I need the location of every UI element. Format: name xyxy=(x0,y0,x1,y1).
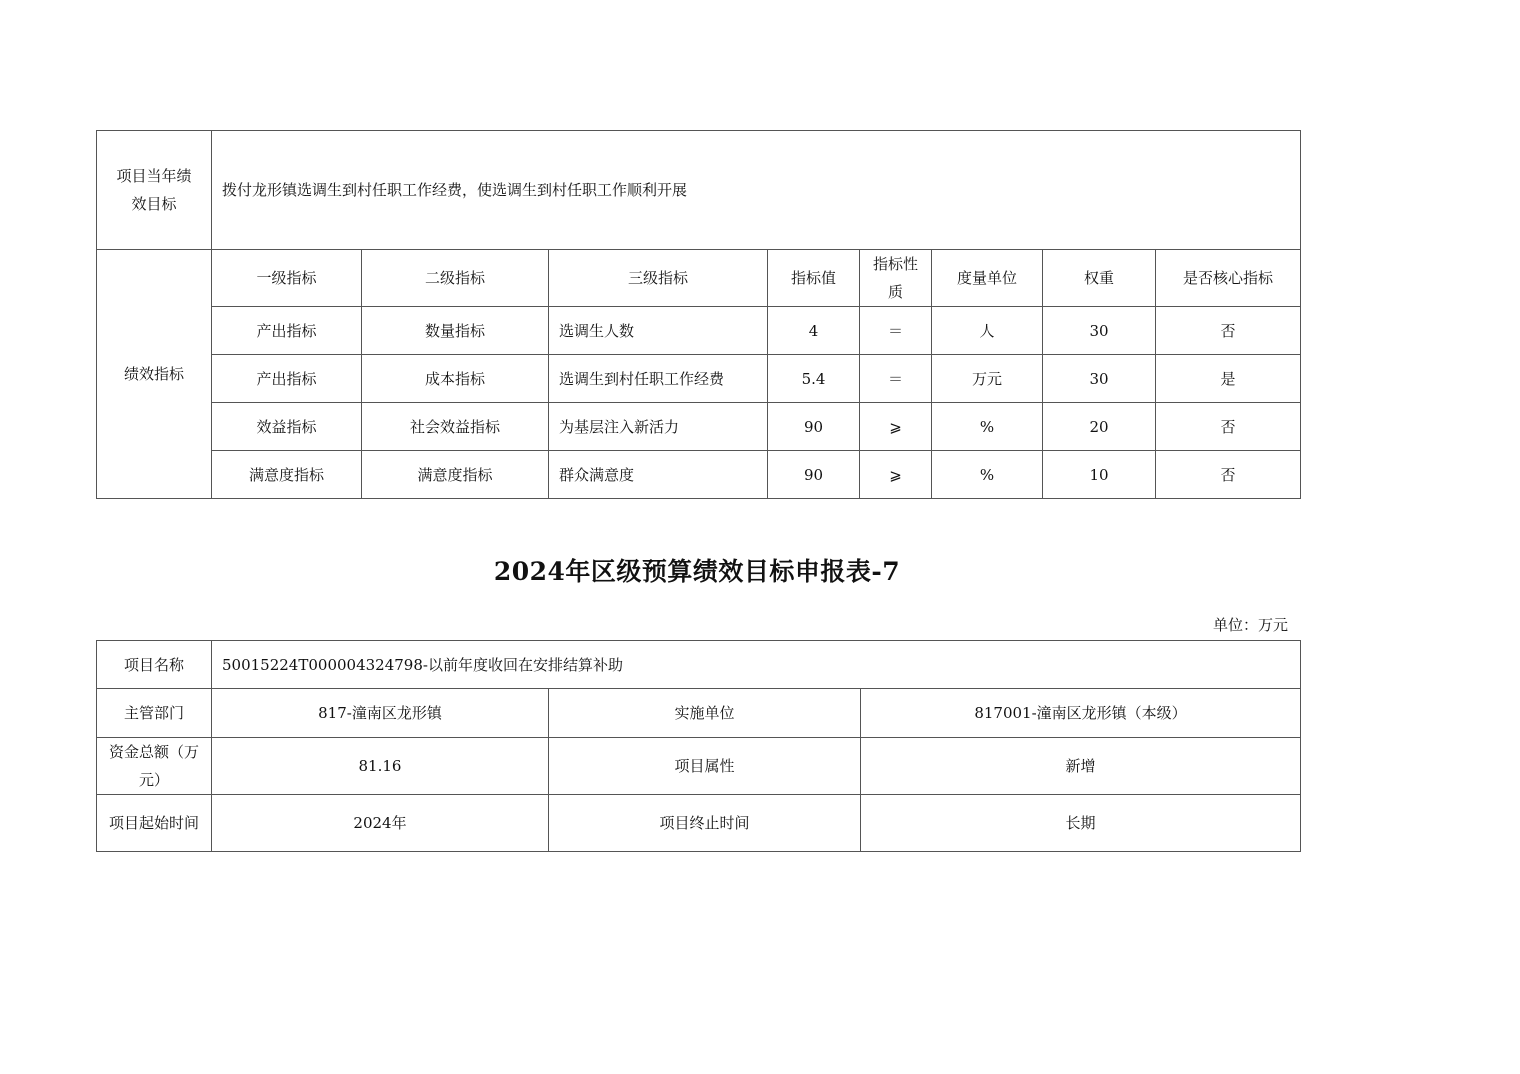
level1-cell: 满意度指标 xyxy=(212,451,362,499)
weight-cell: 30 xyxy=(1043,307,1156,355)
start-value: 2024年 xyxy=(212,795,549,852)
level1-cell: 效益指标 xyxy=(212,403,362,451)
header-cell: 是否核心指标 xyxy=(1156,250,1301,307)
nature-cell: ＝ xyxy=(860,355,932,403)
core-cell: 否 xyxy=(1156,307,1301,355)
dept-label: 主管部门 xyxy=(97,689,212,738)
unit-cell: % xyxy=(932,451,1043,499)
end-value: 长期 xyxy=(861,795,1301,852)
table-row xyxy=(97,355,1301,403)
level3-cell: 为基层注入新活力 xyxy=(549,403,768,451)
header-cell: 指标性质 xyxy=(860,250,932,307)
value-cell: 90 xyxy=(768,451,860,499)
perf-label: 绩效指标 xyxy=(97,250,212,499)
core-cell: 是 xyxy=(1156,355,1301,403)
nature-cell: ＝ xyxy=(860,307,932,355)
level1-cell: 产出指标 xyxy=(212,307,362,355)
value-cell: 4 xyxy=(768,307,860,355)
project-name-label: 项目名称 xyxy=(97,641,212,689)
level3-cell: 群众满意度 xyxy=(549,451,768,499)
level2-cell: 成本指标 xyxy=(362,355,549,403)
start-label: 项目起始时间 xyxy=(97,795,212,852)
value-cell: 5.4 xyxy=(768,355,860,403)
unit-cell: % xyxy=(932,403,1043,451)
level3-cell: 选调生到村任职工作经费 xyxy=(549,355,768,403)
level3-cell: 选调生人数 xyxy=(549,307,768,355)
level1-cell: 产出指标 xyxy=(212,355,362,403)
page-title: 2024年区级预算绩效目标申报表-7 xyxy=(493,557,901,586)
attr-label: 项目属性 xyxy=(549,738,861,795)
goal-text: 拨付龙形镇选调生到村任职工作经费，使选调生到村任职工作顺利开展 xyxy=(212,131,1301,250)
nature-cell: ⩾ xyxy=(860,451,932,499)
header-cell: 指标值 xyxy=(768,250,860,307)
fund-value: 81.16 xyxy=(212,738,549,795)
table-row xyxy=(97,307,1301,355)
header-row xyxy=(97,250,1301,307)
level2-cell: 社会效益指标 xyxy=(362,403,549,451)
table-row xyxy=(97,451,1301,499)
core-cell: 否 xyxy=(1156,451,1301,499)
end-label: 项目终止时间 xyxy=(549,795,861,852)
level2-cell: 数量指标 xyxy=(362,307,549,355)
goal-label: 项目当年绩效目标 xyxy=(97,131,212,250)
table-row xyxy=(97,403,1301,451)
unit-cell: 人 xyxy=(932,307,1043,355)
nature-cell: ⩾ xyxy=(860,403,932,451)
header-cell: 二级指标 xyxy=(362,250,549,307)
unit-cell: 万元 xyxy=(932,355,1043,403)
project-name-value: 50015224T000004324798-以前年度收回在安排结算补助 xyxy=(212,641,1301,689)
impl-label: 实施单位 xyxy=(549,689,861,738)
impl-value: 817001-潼南区龙形镇（本级） xyxy=(861,689,1301,738)
weight-cell: 20 xyxy=(1043,403,1156,451)
dept-value: 817-潼南区龙形镇 xyxy=(212,689,549,738)
core-cell: 否 xyxy=(1156,403,1301,451)
header-cell: 权重 xyxy=(1043,250,1156,307)
value-cell: 90 xyxy=(768,403,860,451)
unit-label: 单位：万元 xyxy=(1212,616,1288,634)
weight-cell: 10 xyxy=(1043,451,1156,499)
performance-table xyxy=(96,130,1301,499)
header-cell: 度量单位 xyxy=(932,250,1043,307)
header-cell: 三级指标 xyxy=(549,250,768,307)
level2-cell: 满意度指标 xyxy=(362,451,549,499)
attr-value: 新增 xyxy=(861,738,1301,795)
header-cell: 一级指标 xyxy=(212,250,362,307)
fund-label: 资金总额（万元） xyxy=(97,738,212,795)
weight-cell: 30 xyxy=(1043,355,1156,403)
project-info-table xyxy=(96,640,1301,852)
